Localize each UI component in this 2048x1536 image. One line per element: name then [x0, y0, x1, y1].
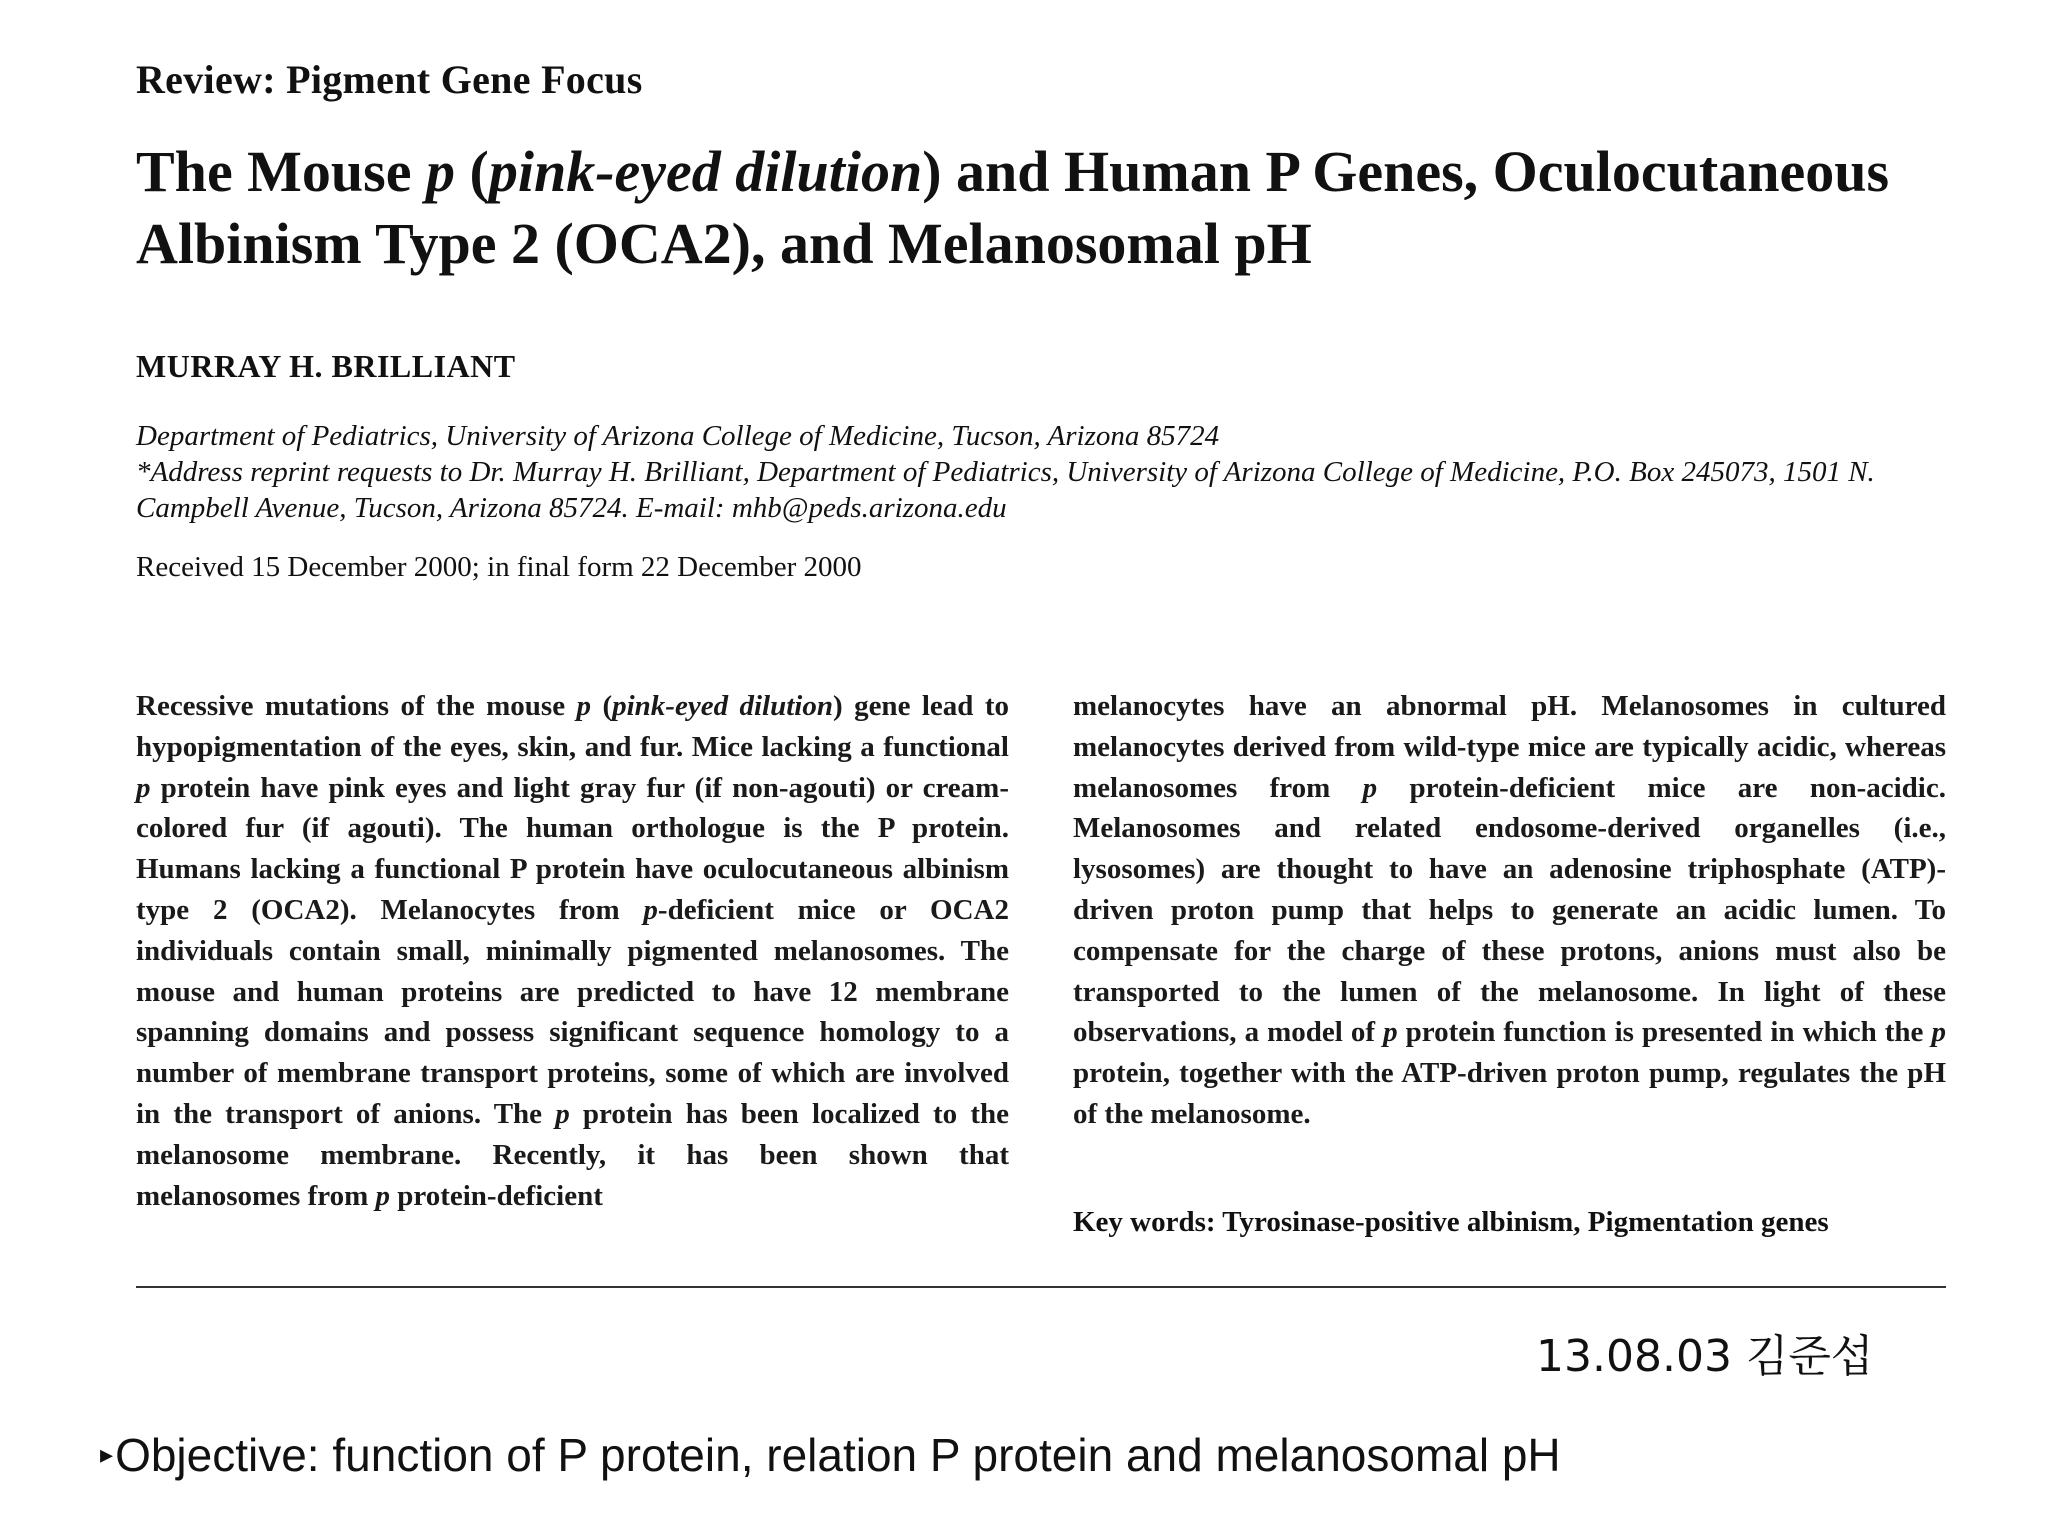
section-label: Review: Pigment Gene Focus	[136, 57, 643, 102]
received-date: Received 15 December 2000; in final form 22 December 2000	[136, 551, 862, 583]
author-name: MURRAY H. BRILLIANT	[136, 348, 516, 384]
objective-text: Objective: function of P protein, relation P protein and melanosomal pH	[115, 1429, 1561, 1481]
abstract-right-column: melanocytes have an abnormal pH. Melanosomes in cultured melanocytes derived from wild-type mice are typically acidic, whereas melanosomes from p protein-deficient mice are non-acidic. Melanosomes and related endosome-derived organelles (i.e., lysosomes) are thought to have an adenosine triphosphate (ATP)-driven proton pump that helps to generate an acidic lumen. To compensate for the charge of these protons, anions must also be transported to the lumen of the melanosome. In light of these observations, a model of p protein function is presented in which the p protein, together with the ATP-driven proton pump, regulates the pH of the melanosome.	[1073, 690, 1946, 1130]
keywords: Key words: Tyrosinase-positive albinism, Pigmentation genes	[1073, 1206, 1829, 1238]
presenter-date-name: 13.08.03 김준섭	[1536, 1331, 1874, 1382]
objective-bullet	[100, 1428, 1561, 1482]
reprint-address: *Address reprint requests to Dr. Murray H. Brilliant, Department of Pediatrics, University of Arizona College of Medicine, P.O. Box 245073, 1501 N. Campbell Avenue, Tucson, Arizona 85724. E-mail: mhb@peds.arizona.edu	[136, 456, 1875, 524]
paper-title: The Mouse p (pink-eyed dilution) and Human P Genes, Oculocutaneous Albinism Type 2 (OCA2), and Melanosomal pH	[136, 139, 1890, 276]
affiliation-block	[136, 418, 1946, 526]
divider-rule	[136, 1286, 1946, 1288]
triangle-bullet-icon: ▸	[100, 1439, 114, 1470]
abstract-left-column: Recessive mutations of the mouse p (pink-eyed dilution) gene lead to hypopigmentation of the eyes, skin, and fur. Mice lacking a functional p protein have pink eyes and light gray fur (if non-agouti) or cream-colored fur (if agouti). The human orthologue is the P protein. Humans lacking a functional P protein have oculocutaneous albinism type 2 (OCA2). Melanocytes from p-deficient mice or OCA2 individuals contain small, minimally pigmented melanosomes. The mouse and human proteins are predicted to have 12 membrane spanning domains and possess significant sequence homology to a number of membrane transport proteins, some of which are involved in the transport of anions. The p protein has been localized to the melanosome membrane. Recently, it has been shown that melanosomes from p protein-deficient	[136, 690, 1009, 1212]
affiliation: Department of Pediatrics, University of Arizona College of Medicine, Tucson, Arizona 85724	[136, 420, 1220, 452]
